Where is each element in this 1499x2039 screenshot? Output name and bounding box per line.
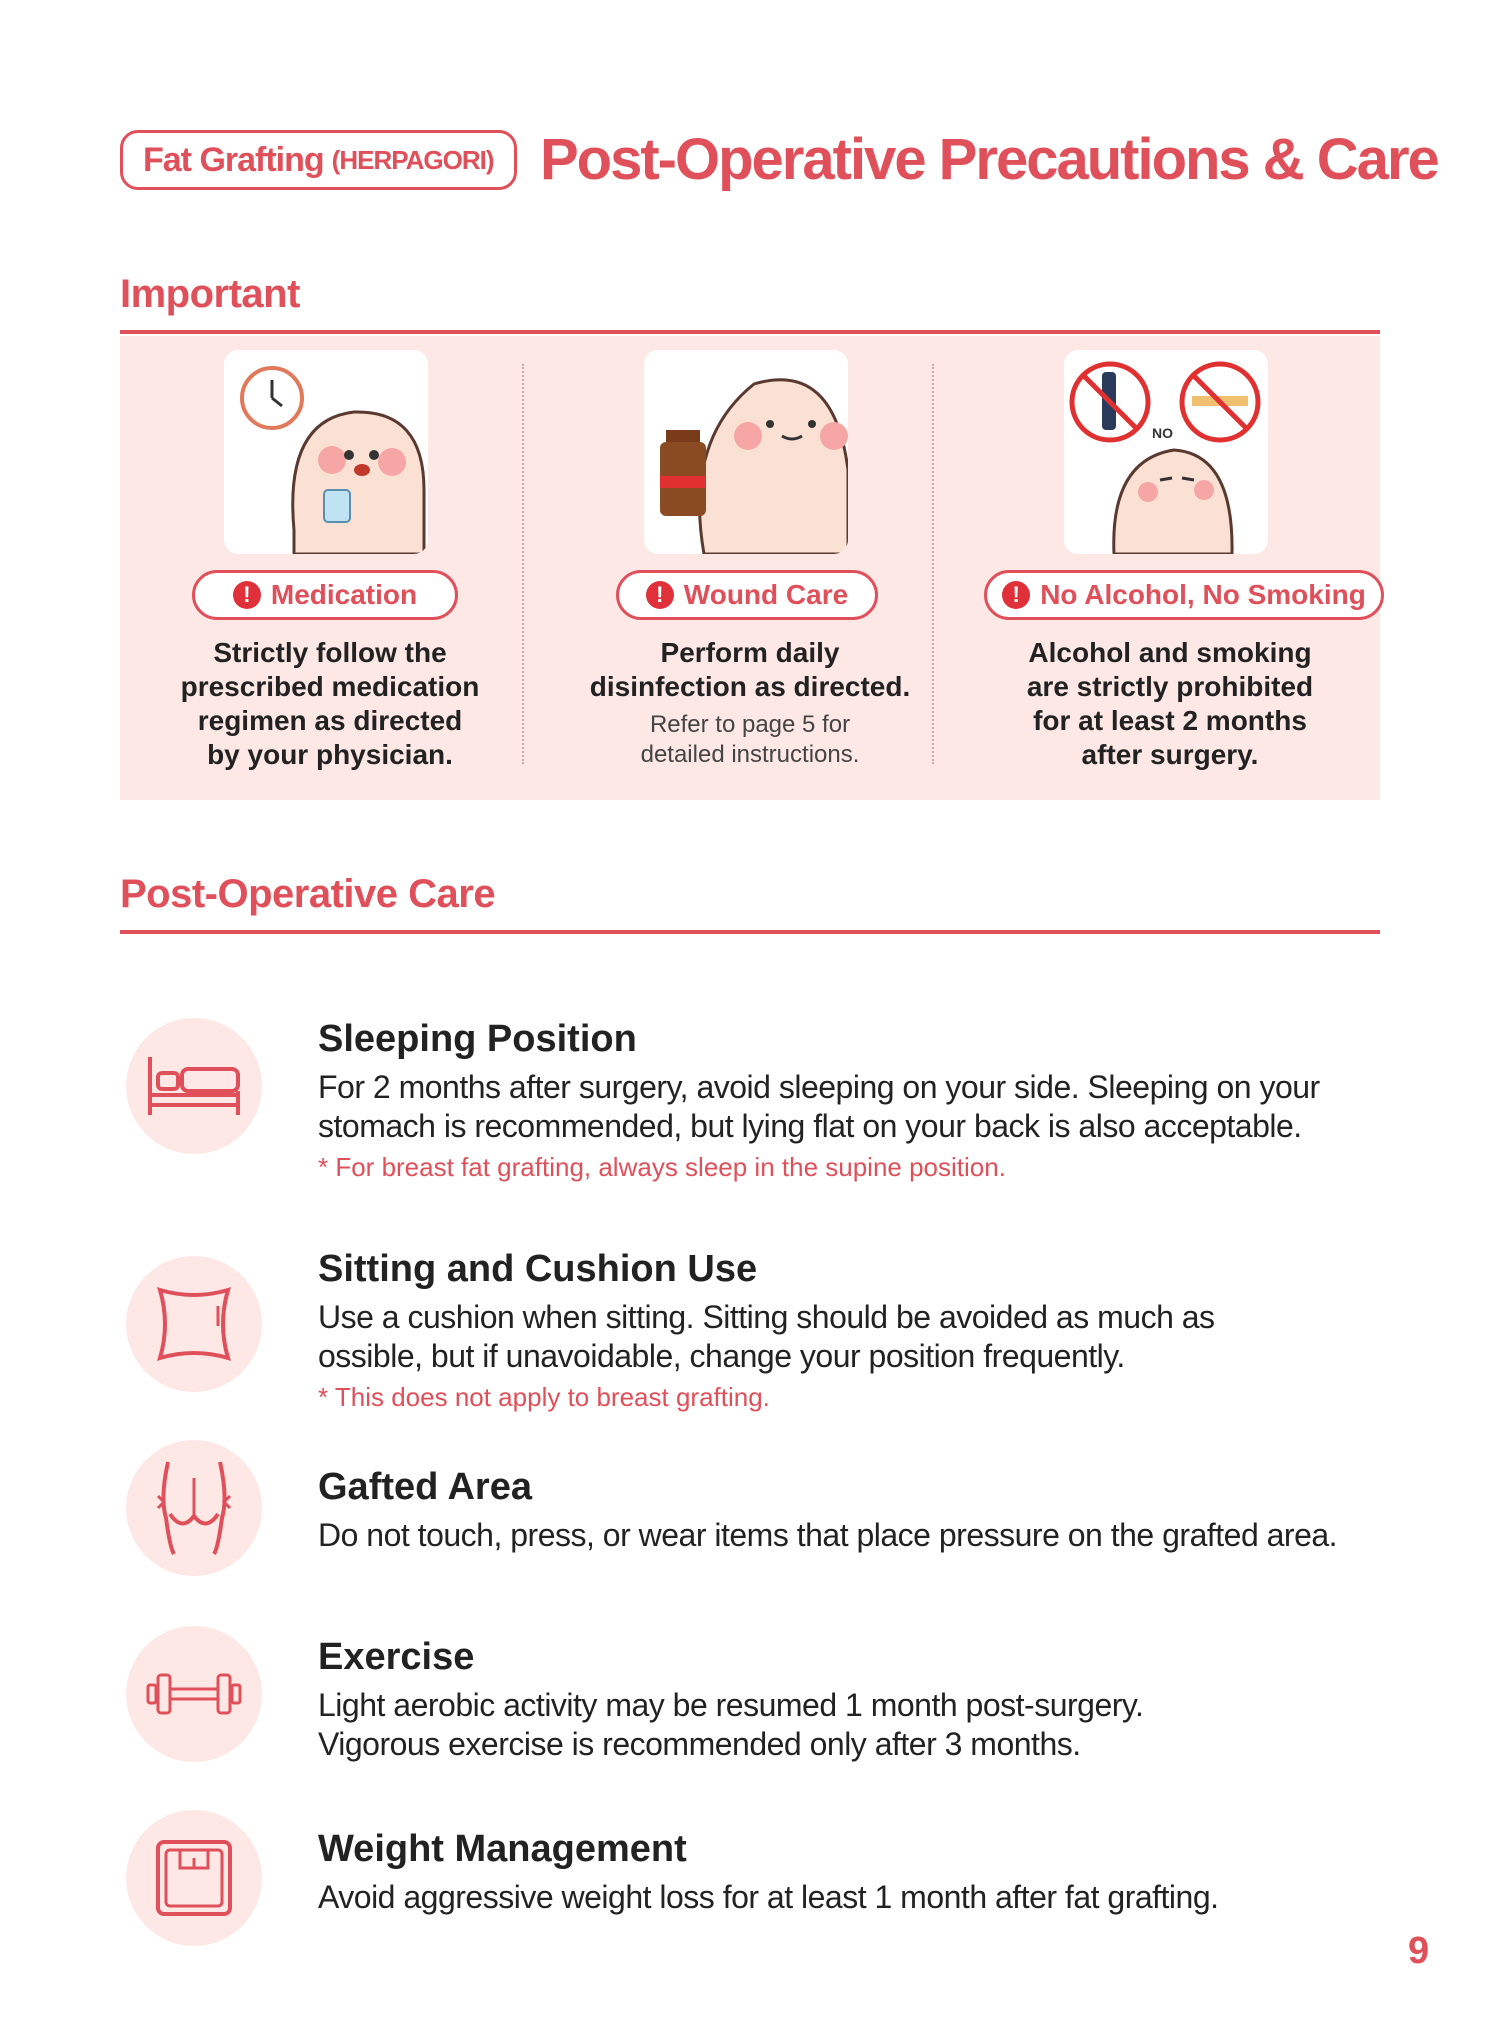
scale-icon: [126, 1810, 262, 1946]
grafted-area-line: Do not touch, press, or wear items that place pressure on the grafted area.: [318, 1517, 1338, 1553]
alert-icon: !: [1002, 581, 1030, 609]
no-label: NO: [1152, 425, 1173, 441]
exercise-line: Vigorous exercise is recommended only after 3 months.: [318, 1726, 1081, 1762]
wound-care-card: [540, 336, 960, 800]
no-alcohol-smoking-illustration: [1064, 350, 1268, 554]
weight-management-item: [126, 1810, 1376, 1950]
wound-care-ref-line: Refer to page 5 for: [649, 711, 851, 738]
wound-care-illustration: [644, 350, 848, 554]
medication-illustration: [224, 350, 428, 554]
procedure-tag-main: Fat Grafting: [143, 140, 324, 179]
sleeping-position-item: [126, 1018, 1376, 1182]
wound-care-tag: [616, 570, 878, 620]
medication-card: [120, 336, 540, 800]
bed-icon: [126, 1018, 262, 1154]
important-divider: [120, 330, 1380, 334]
sitting-cushion-item: [126, 1248, 1376, 1412]
procedure-tag-sub: (HERPAGORI): [331, 144, 494, 175]
sitting-cushion-title: Sitting and Cushion Use: [318, 1248, 758, 1290]
wound-care-line: Perform daily: [660, 637, 840, 668]
wound-care-tag-label: Wound Care: [683, 579, 849, 610]
weight-management-line: Avoid aggressive weight loss for at least 1 month after fat grafting.: [318, 1879, 1219, 1915]
medication-line: prescribed medication: [180, 671, 480, 702]
no-alcohol-smoking-line: for at least 2 months: [1033, 705, 1307, 736]
medication-description: [120, 636, 540, 772]
no-alcohol-smoking-line: after surgery.: [1081, 739, 1259, 770]
no-alcohol-smoking-tag: [984, 570, 1384, 620]
post-op-care-divider: [120, 930, 1380, 934]
weight-management-body: [318, 1878, 1219, 1917]
wound-care-line: disinfection as directed.: [589, 671, 911, 702]
exercise-line: Light aerobic activity may be resumed 1 month post-surgery.: [318, 1687, 1144, 1723]
grafted-area-item: [126, 1440, 1376, 1580]
wound-care-reference: [540, 710, 960, 770]
dumbbell-icon: [126, 1626, 262, 1762]
exercise-body: [318, 1686, 1143, 1764]
procedure-tag: [120, 130, 517, 190]
medication-line: regimen as directed: [197, 705, 463, 736]
post-op-care-heading: Post-Operative Care: [120, 872, 496, 916]
exercise-item: [126, 1626, 1376, 1766]
sleeping-position-note: * For breast fat grafting, always sleep in the supine position.: [318, 1152, 1006, 1182]
sleeping-position-body: [318, 1068, 1320, 1146]
page-header: [120, 122, 1438, 198]
no-alcohol-smoking-line: are strictly prohibited: [1026, 671, 1314, 702]
alert-icon: !: [646, 581, 674, 609]
sleeping-position-line: stomach is recommended, but lying flat on your back is also acceptable.: [318, 1108, 1302, 1144]
alert-icon: !: [233, 581, 261, 609]
no-alcohol-smoking-line: Alcohol and smoking: [1028, 637, 1312, 668]
wound-care-description: [540, 636, 960, 704]
page-title: Post-Operative Precautions & Care: [540, 127, 1438, 192]
important-panel: [120, 336, 1380, 800]
cushion-icon: [126, 1256, 262, 1392]
sitting-cushion-note: * This does not apply to breast grafting.: [318, 1382, 770, 1412]
grafted-area-title: Gafted Area: [318, 1466, 532, 1508]
grafted-area-body: [318, 1516, 1337, 1555]
no-alcohol-smoking-tag-label: No Alcohol, No Smoking: [1040, 579, 1366, 610]
sitting-cushion-body: [318, 1298, 1215, 1376]
sleeping-position-title: Sleeping Position: [318, 1018, 637, 1060]
page-number: 9: [1408, 1930, 1430, 1972]
no-alcohol-smoking-description: [960, 636, 1380, 772]
column-divider: [522, 364, 524, 764]
sleeping-position-line: For 2 months after surgery, avoid sleeping on your side. Sleeping on your: [318, 1069, 1320, 1105]
medication-line: Strictly follow the: [213, 637, 447, 668]
no-alcohol-smoking-card: [960, 336, 1380, 800]
column-divider: [932, 364, 934, 764]
medication-tag: [192, 570, 458, 620]
important-heading: Important: [120, 272, 300, 316]
sitting-cushion-line: Use a cushion when sitting. Sitting should be avoided as much as: [318, 1299, 1215, 1335]
medication-line: by your physician.: [207, 739, 453, 770]
buttocks-icon: [126, 1440, 262, 1576]
sitting-cushion-line: ossible, but if unavoidable, change your position frequently.: [318, 1338, 1125, 1374]
weight-management-title: Weight Management: [318, 1828, 687, 1870]
exercise-title: Exercise: [318, 1636, 475, 1678]
medication-tag-label: Medication: [270, 579, 418, 610]
wound-care-ref-line: detailed instructions.: [640, 741, 860, 768]
